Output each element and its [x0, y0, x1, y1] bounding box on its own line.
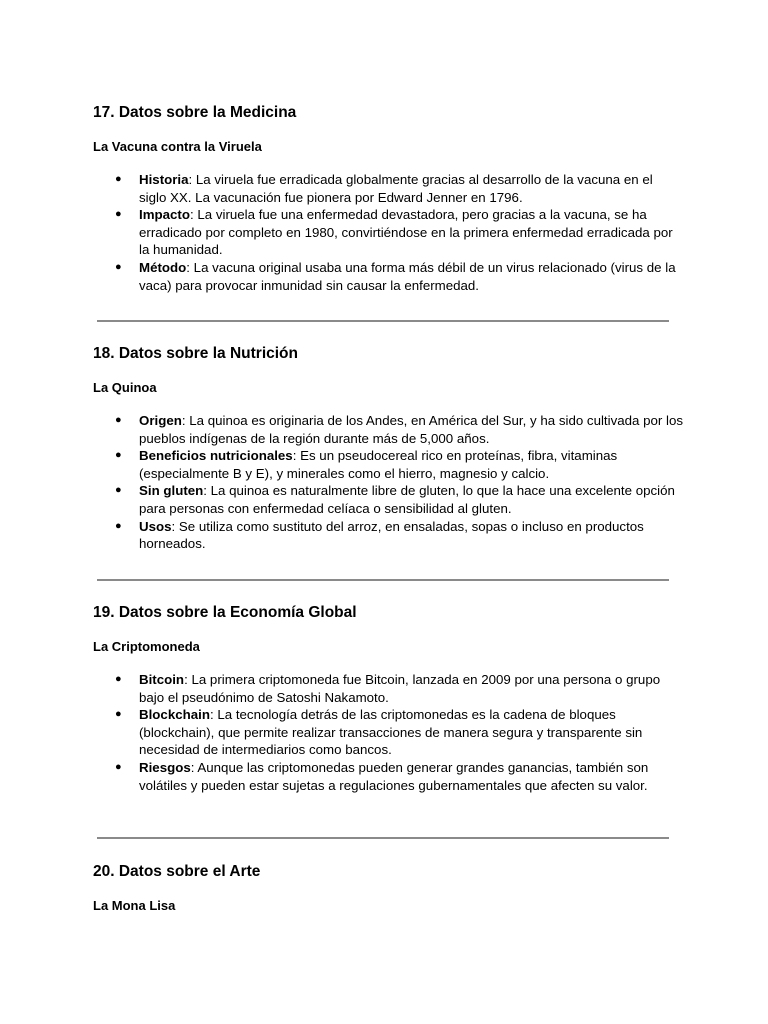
- list-item: [93, 671, 683, 706]
- bullet-icon: ●: [115, 260, 122, 273]
- item-text: : La quinoa es originaria de los Andes, en América del Sur, y ha sido cultivada por los pueblos indígenas de la región durante más de 5,000 años.: [139, 413, 684, 446]
- list-item: [93, 412, 683, 447]
- bullet-list: [93, 171, 683, 294]
- item-term: Beneficios nutricionales: [139, 448, 293, 464]
- section-heading: 17. Datos sobre la Medicina: [93, 104, 297, 121]
- list-item: [93, 759, 683, 794]
- section-medicina: [93, 103, 683, 294]
- horizontal-rule: [97, 320, 669, 322]
- section-subheading: La Criptomoneda: [93, 639, 200, 654]
- bullet-icon: ●: [115, 208, 122, 221]
- item-text: : La quinoa es naturalmente libre de gluten, lo que la hace una excelente opción para personas con enfermedad celíaca o sensibilidad al gluten.: [139, 483, 675, 516]
- item-text: : La primera criptomoneda fue Bitcoin, lanzada en 2009 por una persona o grupo bajo el pseudónimo de Satoshi Nakamoto.: [139, 672, 661, 705]
- list-item: [93, 447, 683, 482]
- bullet-icon: ●: [115, 414, 122, 426]
- list-item: [93, 171, 683, 206]
- bullet-icon: ●: [115, 173, 122, 185]
- item-term: Blockchain: [139, 707, 210, 723]
- bullet-icon: ●: [115, 760, 122, 773]
- item-term: Usos: [139, 518, 172, 534]
- item-term: Origen: [139, 413, 182, 428]
- item-term: Impacto: [139, 207, 190, 223]
- item-text: : La viruela fue erradicada globalmente gracias al desarrollo de la vacuna en el siglo XX. La vacunación fue pionera por Edward Jenner en 1796.: [139, 172, 653, 205]
- item-term: Método: [139, 259, 187, 275]
- item-text: : La vacuna original usaba una forma más débil de un virus relacionado (virus de la vaca) para provocar inmunidad sin causar la enfermedad.: [139, 259, 676, 293]
- section-heading: 18. Datos sobre la Nutrición: [93, 345, 298, 362]
- section-economia: [93, 603, 683, 794]
- list-item: [93, 518, 683, 553]
- item-text: : La viruela fue una enfermedad devastadora, pero gracias a la vacuna, se ha erradicado por completo en 1980, convirtiéndose en la primera enfermedad erradicada por la humanidad.: [139, 207, 673, 258]
- bullet-list: [93, 412, 683, 553]
- bullet-list: [93, 671, 683, 794]
- section-nutricion: [93, 344, 683, 553]
- section-heading: 20. Datos sobre el Arte: [93, 863, 261, 880]
- item-term: Sin gluten: [139, 483, 204, 499]
- item-term: Bitcoin: [139, 672, 185, 687]
- item-text: : Es un pseudocereal rico en proteínas, fibra, vitaminas (especialmente B y E), y minerales como el hierro, magnesio y calcio.: [139, 448, 618, 481]
- list-item: [93, 206, 683, 259]
- item-text: : Aunque las criptomonedas pueden generar grandes ganancias, también son volátiles y pueden estar sujetas a regulaciones gubernamentales que afecten su valor.: [139, 759, 649, 793]
- section-subheading: La Quinoa: [93, 380, 157, 395]
- bullet-icon: ●: [115, 673, 122, 685]
- list-item: [93, 259, 683, 294]
- bullet-icon: ●: [115, 484, 122, 497]
- horizontal-rule: [97, 837, 669, 839]
- item-term: Riesgos: [139, 759, 191, 775]
- section-subheading: La Vacuna contra la Viruela: [93, 139, 262, 154]
- section-heading: 19. Datos sobre la Economía Global: [93, 604, 357, 621]
- item-text: : La tecnología detrás de las criptomonedas es la cadena de bloques (blockchain), que permite realizar transacciones de manera segura y transparente sin necesidad de intermediarios como bancos.: [139, 707, 643, 758]
- item-term: Historia: [139, 172, 189, 187]
- list-item: [93, 706, 683, 759]
- bullet-icon: ●: [115, 519, 122, 532]
- item-text: : Se utiliza como sustituto del arroz, en ensaladas, sopas o incluso en productos horneados.: [139, 518, 644, 552]
- bullet-icon: ●: [115, 449, 122, 462]
- bullet-icon: ●: [115, 708, 122, 721]
- section-arte: [93, 862, 683, 915]
- section-subheading: La Mona Lisa: [93, 898, 176, 913]
- list-item: [93, 482, 683, 517]
- horizontal-rule: [97, 579, 669, 581]
